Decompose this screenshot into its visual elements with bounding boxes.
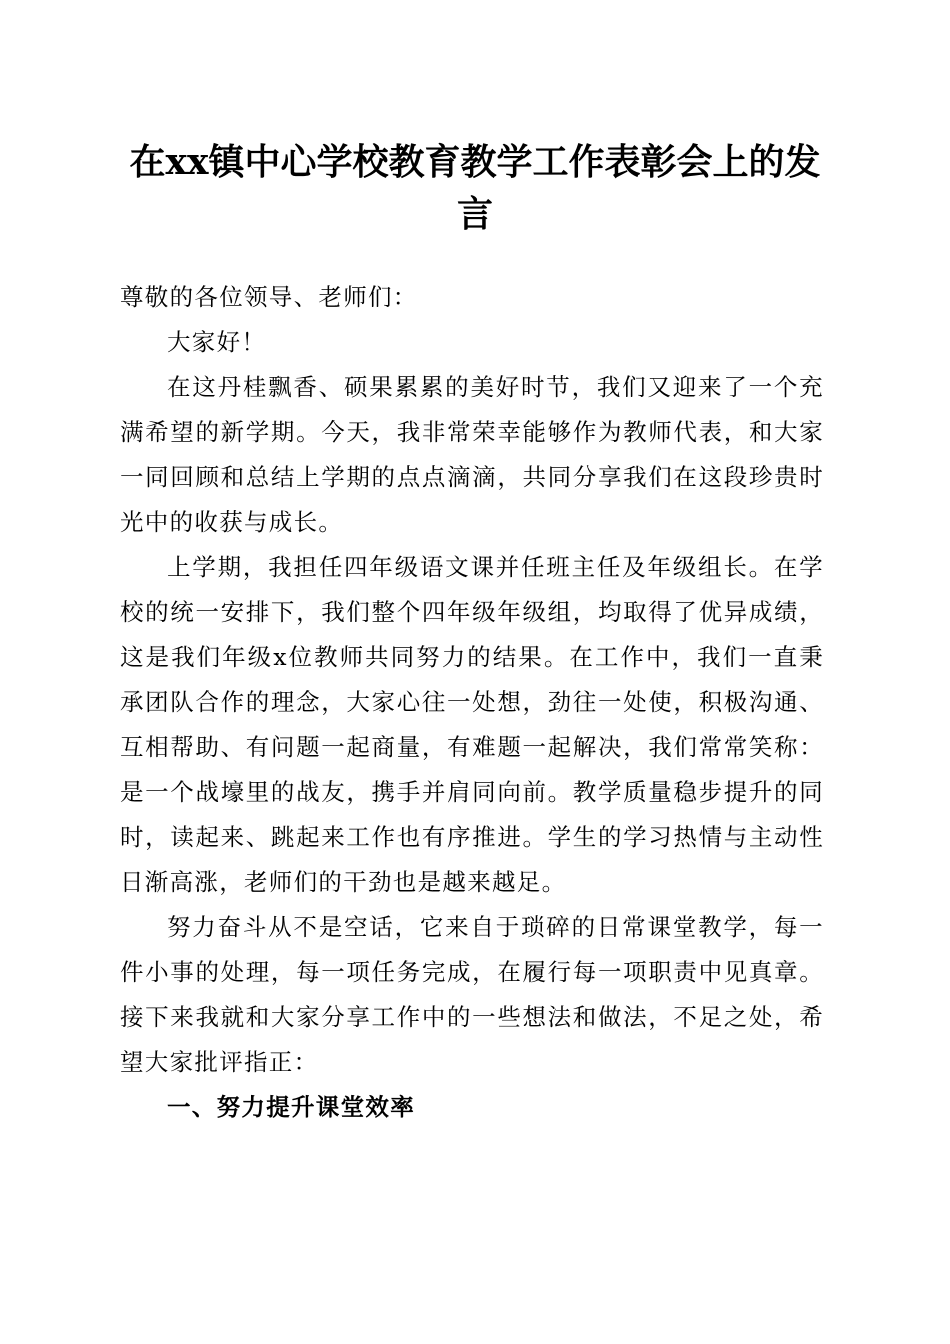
greeting: 大家好！ — [167, 328, 267, 356]
paragraph-intro: 在这丹桂飘香、硕果累累的美好时节，我们又迎来了一个充满希望的新学期。今天，我非常荣幸能够作为教师代表，和大家一同回顾和总结上学期的点点滴滴，共同分享我们在这段珍贵时光中的收获与成长。 — [120, 373, 824, 536]
document-body — [120, 275, 824, 1130]
document-title: 在xx镇中心学校教育教学工作表彰会上的发言 — [129, 141, 821, 235]
section-heading: 一、努力提升课堂效率 — [167, 1093, 415, 1121]
paragraph-effort: 努力奋斗从不是空话，它来自于琐碎的日常课堂教学，每一件小事的处理，每一项任务完成，在履行每一项职责中见真章。接下来我就和大家分享工作中的一些想法和做法，不足之处，希望大家批评指正： — [120, 913, 824, 1076]
salutation: 尊敬的各位领导、老师们： — [120, 283, 418, 311]
paragraph-teamwork: 上学期，我担任四年级语文课并任班主任及年级组长。在学校的统一安排下，我们整个四年级年级组，均取得了优异成绩，这是我们年级x位教师共同努力的结果。在工作中，我们一直秉承团队合作的理念，大家心往一处想，劲往一处使，积极沟通、互相帮助、有问题一起商量，有难题一起解决，我们常常笑称：是一个战壕里的战友，携手并肩同向前。教学质量稳步提升的同时，读起来、跳起来工作也有序推进。学生的学习热情与主动性日渐高涨，老师们的干劲也是越来越足。 — [120, 553, 824, 896]
